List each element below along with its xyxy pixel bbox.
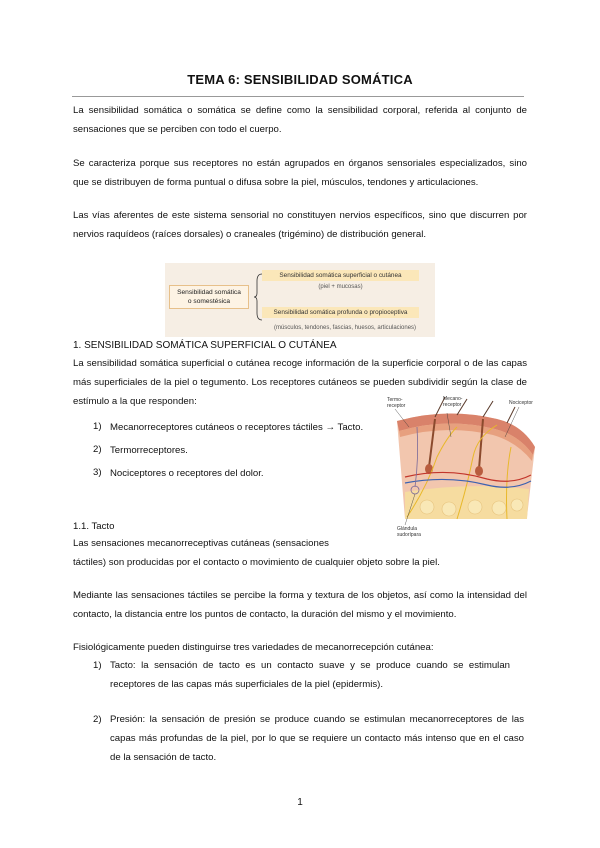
schema-branch-profunda: Sensibilidad somática profunda o propioceptiva: [262, 307, 419, 318]
schema-branch-superficial-sub: (piel + mucosas): [318, 284, 363, 290]
list-item: [93, 710, 525, 767]
label-glandula-sudoripara: Glándula sudorípara: [397, 526, 421, 538]
list-item: [93, 444, 393, 467]
list-item-number: 1): [93, 660, 102, 671]
subsection-tacto-heading: 1.1. Tacto: [73, 521, 115, 532]
label-mecanorreceptor: Mecano- receptor: [443, 396, 463, 408]
skin-illustration: [387, 397, 539, 543]
list-item-text: Presión: la sensación de presión se produce cuando se estimulan mecanorreceptores de las capas más profundas de la piel, por lo que se requiere un contacto más intenso que en el caso de la sensación de tacto.: [110, 714, 524, 763]
sensibility-schema: [165, 263, 435, 337]
intro-paragraph-3: Las vías aferentes de este sistema sensorial no constituyen nervios específicos, sino que discurren por nervios raquídeos (raíces dorsales) o craneales (trigémino) de distribución general.: [73, 210, 527, 240]
page-number: 1: [297, 797, 303, 808]
list-item: [93, 656, 525, 694]
tacto-paragraph-2: Mediante las sensaciones táctiles se percibe la forma y textura de los objetos, así como la intensidad del contacto, la distancia entre los puntos de contacto, la duración del mismo y el movimiento.: [73, 590, 527, 620]
title-divider: [72, 96, 524, 97]
list-item-number: 2): [93, 714, 102, 725]
list-item-text: Tacto: la sensación de tacto es un contacto suave y se produce cuando se estimulan receptores de las capas más superficiales de la piel (epidermis).: [110, 660, 510, 690]
tacto-line-1: Las sensaciones mecanorreceptivas cutáneas (sensaciones: [73, 538, 329, 549]
schema-root: [169, 285, 249, 309]
list-item-text: Termorreceptores.: [110, 445, 188, 456]
list-item-number: 1): [93, 421, 102, 432]
section-1-heading: 1. SENSIBILIDAD SOMÁTICA SUPERFICIAL O CUTÁNEA: [73, 340, 337, 351]
list-item: [93, 467, 393, 490]
skin-receptors-figure: [387, 397, 539, 543]
tacto-line-2: táctiles) son producidas por el contacto o movimiento de cualquier objeto sobre la piel.: [73, 557, 440, 568]
list-item-number: 2): [93, 444, 102, 455]
list-item: [93, 421, 393, 444]
page-title: TEMA 6: SENSIBILIDAD SOMÁTICA: [187, 72, 413, 87]
label-termorreceptor: Termo- receptor: [387, 397, 406, 409]
intro-paragraph-2: Se caracteriza porque sus receptores no están agrupados en órganos sensoriales especializados, sino que se distribuyen de forma puntual o difusa sobre la piel, músculos, tendones y articulaciones.: [73, 158, 527, 188]
schema-branch-superficial: Sensibilidad somática superficial o cutánea: [262, 270, 419, 281]
tacto-paragraph-3: Fisiológicamente pueden distinguirse tres variedades de mecanorrecepción cutánea:: [73, 642, 434, 653]
section-1-text: La sensibilidad somática superficial o cutánea recoge información de la superficie corporal o de las capas más superficiales de la piel o tegumento. Los receptores cutáneos se pueden subdividir según la clase de estímulo a la que responden:: [73, 358, 527, 407]
list-item-number: 3): [93, 467, 102, 478]
list-item-text: Nociceptores o receptores del dolor.: [110, 468, 264, 479]
label-nociceptor: Nociceptor: [509, 400, 533, 406]
schema-branch-profunda-sub: (músculos, tendones, fascias, huesos, articulaciones): [273, 325, 417, 331]
intro-paragraph-1: La sensibilidad somática o somática se define como la sensibilidad corporal, referida al conjunto de sensaciones que se perciben con todo el cuerpo.: [73, 105, 527, 135]
list-item-text: Mecanorreceptores cutáneos o receptores táctiles → Tacto.: [110, 422, 364, 433]
schema-root-line1: Sensibilidad somática: [177, 289, 241, 296]
receptor-list: [93, 421, 393, 490]
schema-root-line2: o somestésica: [187, 298, 231, 305]
